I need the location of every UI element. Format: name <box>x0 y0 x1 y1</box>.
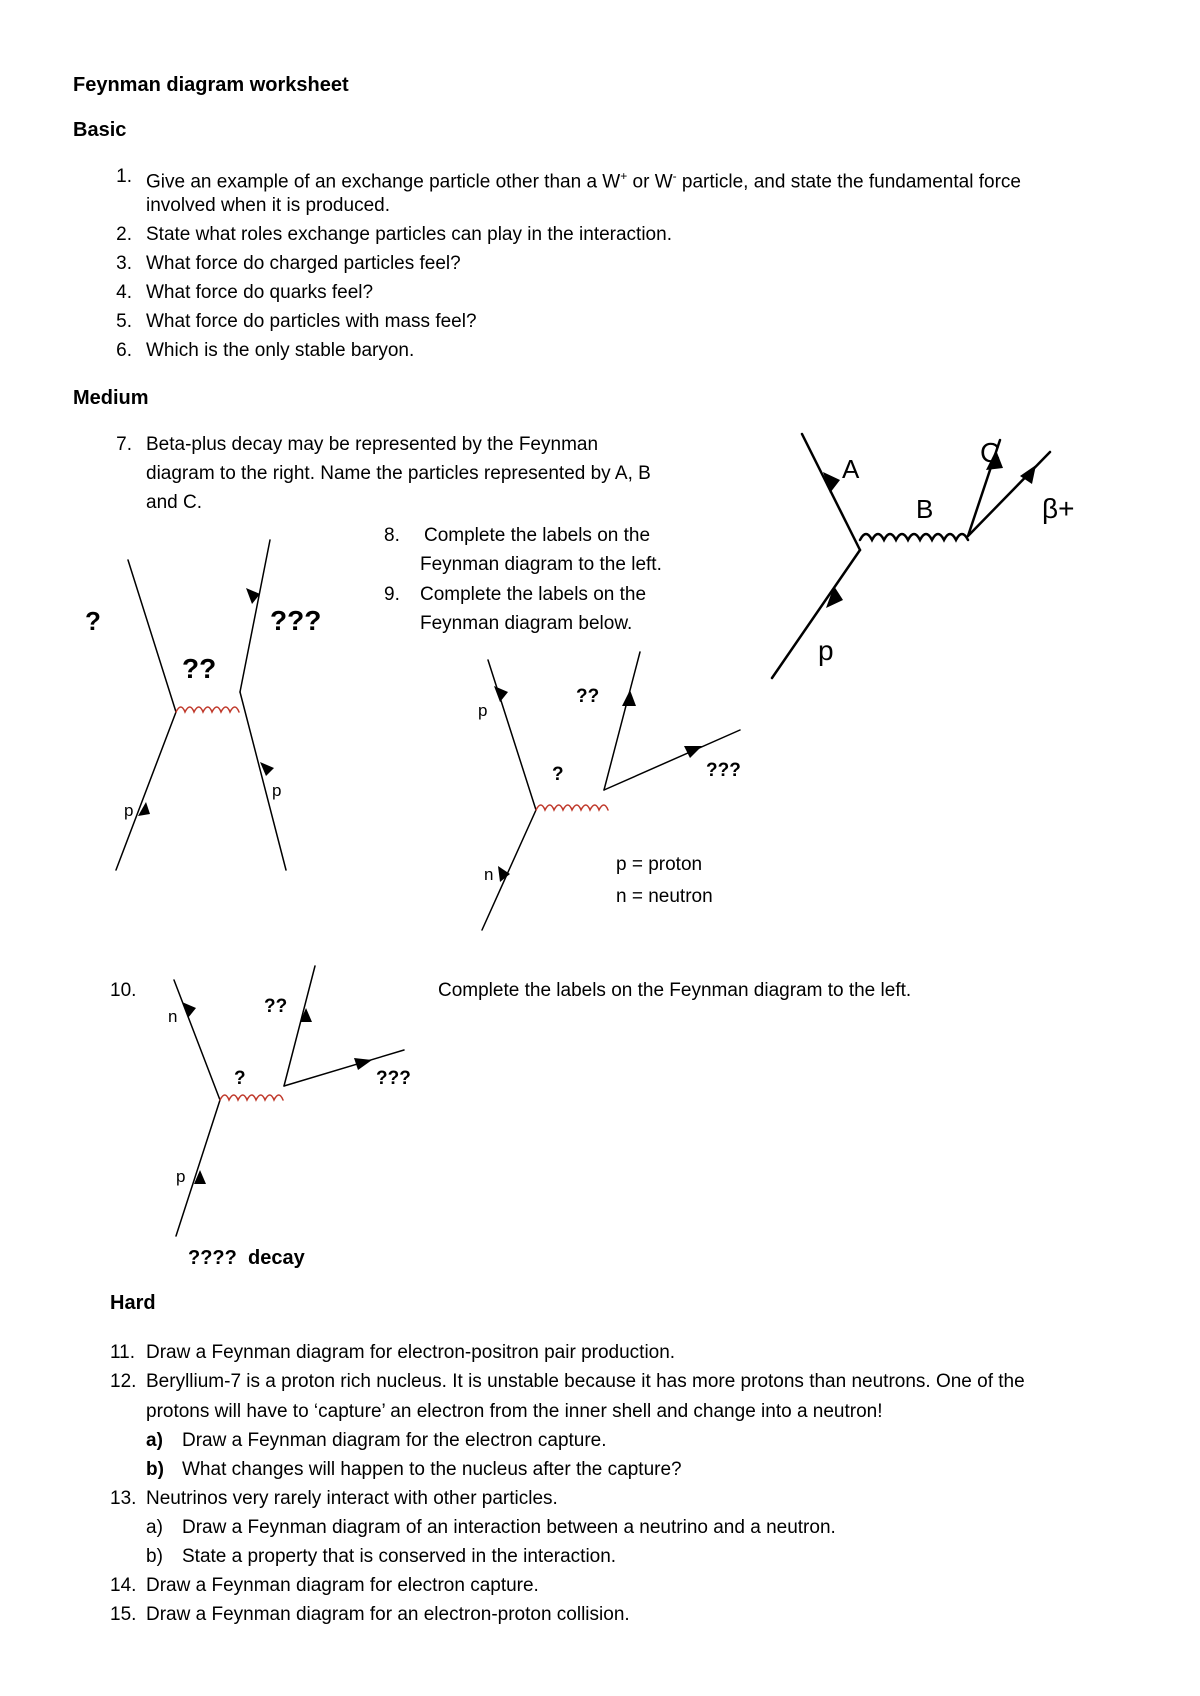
question-text: Draw a Feynman diagram for electron-positron pair production. <box>146 1342 676 1363</box>
question-number: 3. <box>116 253 132 274</box>
boson-wavy-line <box>176 707 239 712</box>
w-boson-wavy-line <box>860 534 968 540</box>
boson-wavy-line <box>220 1095 283 1100</box>
beta-plus-decay-diagram <box>760 410 1090 690</box>
question-text-part: Give an example of an exchange particle other than a W <box>146 171 621 193</box>
question-number: 2. <box>116 224 132 245</box>
sub-question-label: a) <box>146 1517 163 1538</box>
question-text-continuation: diagram to the right. Name the particles represented by A, B <box>146 463 651 484</box>
outgoing-line-left <box>128 560 176 712</box>
section-medium-heading: Medium <box>73 387 149 409</box>
q10-feynman-diagram <box>150 960 430 1280</box>
sub-question-text: Draw a Feynman diagram for the electron capture. <box>182 1430 607 1451</box>
question-number: 5. <box>116 311 132 332</box>
sub-question-label: a) <box>146 1430 163 1451</box>
question-text: Complete the labels on the Feynman diagram to the left. <box>438 980 912 1001</box>
question-text-continuation: involved when it is produced. <box>146 195 390 216</box>
boson-wavy-line <box>536 805 608 810</box>
label-a: A <box>842 454 860 484</box>
label-n: n <box>168 1007 178 1026</box>
question-text: What force do quarks feel? <box>146 282 374 303</box>
label-unknown-top-right: ?? <box>576 686 600 707</box>
question-text: What force do charged particles feel? <box>146 253 461 274</box>
q8-feynman-diagram <box>80 520 380 880</box>
question-text: Beryllium-7 is a proton rich nucleus. It is unstable because it has more protons than neutrons. One of the <box>146 1371 1025 1392</box>
question-text-continuation: protons will have to ‘capture’ an electron from the inner shell and change into a neutron! <box>146 1401 883 1422</box>
question-number: 10. <box>110 980 137 1001</box>
question-number: 1. <box>116 166 132 187</box>
question-text: What force do particles with mass feel? <box>146 311 477 332</box>
label-p: p <box>818 635 834 666</box>
neutron-line <box>174 980 220 1100</box>
question-text-part: particle, and state the fundamental force <box>676 171 1021 193</box>
question-text-continuation: Feynman diagram to the left. <box>420 554 662 575</box>
question-text: Which is the only stable baryon. <box>146 340 415 361</box>
arrowhead <box>354 1058 372 1070</box>
arrowhead <box>684 746 702 758</box>
arrowhead <box>494 686 508 702</box>
label-unknown-mid: ?? <box>182 653 217 684</box>
question-number: 12. <box>110 1371 137 1392</box>
particle-a-line <box>802 434 860 550</box>
question-text-part: or W <box>627 171 673 193</box>
question-text-continuation: Feynman diagram below. <box>420 613 633 634</box>
question-number: 6. <box>116 340 132 361</box>
section-hard-heading: Hard <box>110 1292 156 1314</box>
question-number: 13. <box>110 1488 137 1509</box>
outgoing-line-up <box>604 652 640 790</box>
label-unknown-right: ??? <box>706 760 741 781</box>
arrowhead <box>260 762 274 776</box>
outgoing-line-right <box>240 540 270 692</box>
question-number: 11. <box>110 1342 136 1363</box>
outgoing-line-up <box>284 966 315 1086</box>
key-proton: p = proton <box>616 854 703 875</box>
label-unknown-top-right: ??? <box>270 605 322 636</box>
sub-question-label: b) <box>146 1459 164 1480</box>
sub-question-text: What changes will happen to the nucleus after the capture? <box>182 1459 682 1480</box>
arrowhead <box>622 690 636 706</box>
label-p: p <box>478 701 488 720</box>
page-title: Feynman diagram worksheet <box>73 74 349 96</box>
label-b: B <box>916 494 934 524</box>
question-number: 15. <box>110 1604 137 1625</box>
label-unknown-mid: ? <box>552 764 564 785</box>
label-unknown-top-right: ?? <box>264 996 288 1017</box>
superscript-minus: - <box>672 169 677 183</box>
label-n: n <box>484 865 494 884</box>
question-text: Neutrinos very rarely interact with other particles. <box>146 1488 558 1509</box>
question-text: Beta-plus decay may be represented by the Feynman <box>146 434 599 455</box>
question-text: Draw a Feynman diagram for an electron-proton collision. <box>146 1604 630 1625</box>
sub-question-label: b) <box>146 1546 163 1567</box>
question-text: State what roles exchange particles can play in the interaction. <box>146 224 672 245</box>
question-number: 4. <box>116 282 132 303</box>
key-neutron: n = neutron <box>616 886 713 907</box>
label-unknown-left: ? <box>85 606 101 636</box>
proton-line <box>488 660 536 810</box>
proton-line-left <box>116 712 176 870</box>
sub-question-text: State a property that is conserved in the interaction. <box>182 1546 617 1567</box>
sub-question-text: Draw a Feynman diagram of an interaction between a neutrino and a neutron. <box>182 1517 836 1538</box>
question-number: 7. <box>116 434 132 455</box>
section-basic-heading: Basic <box>73 119 127 141</box>
superscript-plus: + <box>620 169 628 183</box>
label-unknown-mid: ? <box>234 1068 246 1089</box>
question-number: 9. <box>384 584 400 605</box>
label-beta-plus: β+ <box>1042 493 1075 524</box>
label-p-left: p <box>124 801 134 820</box>
label-unknown-right: ??? <box>376 1068 411 1089</box>
label-c: C <box>980 437 1001 468</box>
label-p-right: p <box>272 781 282 800</box>
question-text: Draw a Feynman diagram for electron capture. <box>146 1575 539 1596</box>
arrowhead <box>182 1002 196 1018</box>
question-text: Complete the labels on the <box>420 584 647 605</box>
question-text-continuation: and C. <box>146 492 202 513</box>
label-p: p <box>176 1167 186 1186</box>
question-number: 8. <box>384 525 400 546</box>
question-number: 14. <box>110 1575 137 1596</box>
diagram-caption: ???? decay <box>188 1247 305 1269</box>
proton-line <box>772 550 860 678</box>
q9-feynman-diagram <box>470 640 770 940</box>
question-text: Complete the labels on the <box>424 525 651 546</box>
